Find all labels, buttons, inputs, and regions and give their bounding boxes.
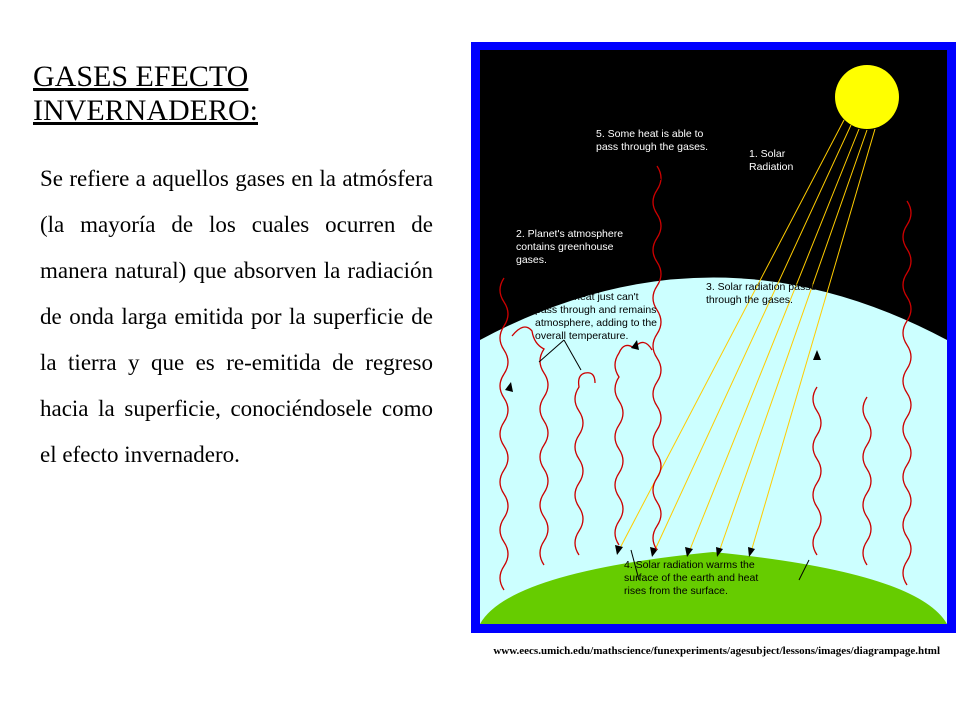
label-solar-passes: 3. Solar radiation passes through the gases. bbox=[706, 281, 822, 306]
title-line-2: INVERNADERO: bbox=[33, 94, 258, 127]
label-solar-radiation: 1. Solar Radiation bbox=[749, 148, 794, 173]
page-title bbox=[33, 60, 333, 128]
label-some-heat-passes: 5. Some heat is able to pass through the gases. bbox=[596, 128, 709, 153]
definition-paragraph: Se refiere a aquellos gases en la atmósfera (la mayoría de los cuales ocurren de manera natural) que absorven la radiación de onda larga emitida por la superficie de la tierra y que es re-emitida de regreso hacia la superficie, conociéndosele como el efecto invernadero. bbox=[40, 166, 433, 467]
label-planet-atmosphere: 2. Planet's atmosphere contains greenhouse gases. bbox=[516, 228, 624, 266]
sun-icon bbox=[835, 65, 899, 129]
greenhouse-diagram bbox=[469, 40, 958, 635]
source-url: www.eecs.umich.edu/mathscience/funexperiments/agesubject/lessons/images/diagrampage.html bbox=[493, 645, 940, 657]
label-solar-warms-earth: 4. Solar radiation warms the surface of the earth and heat rises from the surface. bbox=[624, 559, 759, 597]
label-heat-trapped: 6.Some heat just can't pass through and remains atmosphere, adding to the overall temperature. bbox=[535, 291, 658, 342]
title-line-1: GASES EFECTO bbox=[33, 60, 249, 93]
